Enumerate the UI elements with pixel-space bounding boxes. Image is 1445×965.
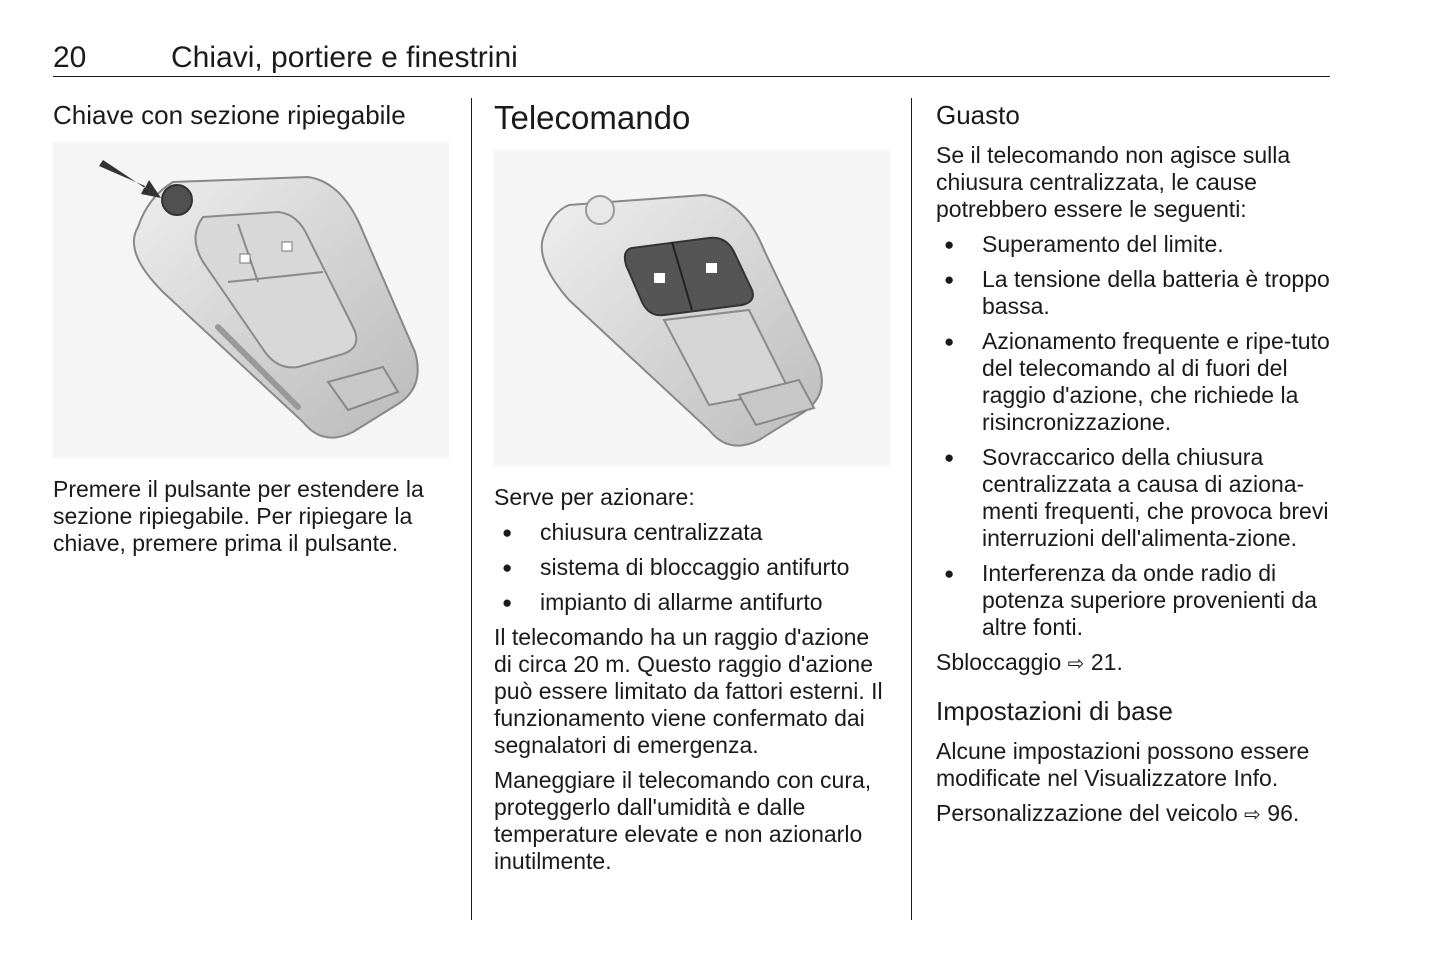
list-item: ● La tensione della batteria è troppo bassa. — [936, 266, 1332, 320]
remote-functions-list — [494, 519, 892, 616]
folding-key-instructions: Premere il pulsante per estendere la sezione ripiegabile. Per ripiegare la chiave, premere prima il pulsante. — [53, 476, 424, 556]
fault-intro: Se il telecomando non agisce sulla chiusura centralizzata, le cause potrebbero essere le seguenti: — [936, 142, 1291, 222]
folding-key-illustration — [53, 142, 449, 458]
remote-range-paragraph: Il telecomando ha un raggio d'azione di circa 20 m. Questo raggio d'azione può essere limitato da fattori esterni. Il funzionamento viene confermato dai segnalatori di emergenza. — [494, 624, 883, 758]
remote-care-paragraph: Maneggiare il telecomando con cura, proteggerlo dall'umidità e dalle temperature elevate e non azionarlo inutilmente. — [494, 767, 872, 874]
remote-control-illustration — [494, 150, 890, 466]
reference-page: 21. — [1090, 649, 1123, 675]
reference-label: Sbloccaggio — [936, 649, 1062, 675]
remote-intro: Serve per azionare: — [494, 484, 695, 510]
list-item: ● impianto di allarme antifurto — [494, 589, 892, 616]
column-divider-1 — [471, 98, 472, 920]
reference-page: 96. — [1267, 800, 1300, 826]
section-heading-fault: Guasto — [936, 100, 1020, 130]
list-item: ● Interferenza da onde radio di potenza superiore provenienti da altre fonti. — [936, 560, 1332, 641]
vehicle-personalization-reference[interactable] — [936, 800, 1332, 829]
section-heading-basic-settings: Impostazioni di base — [936, 696, 1174, 726]
list-item: ● Azionamento frequente e ripe-tuto del telecomando al di fuori del raggio d'azione, che richiede la risincronizzazione. — [936, 328, 1332, 436]
section-heading-folding-key: Chiave con sezione ripiegabile — [53, 100, 406, 130]
list-item: ● Sovraccarico della chiusura centralizzata a causa di aziona-menti frequenti, che provoca brevi interruzioni dell'alimenta-zione. — [936, 444, 1332, 552]
list-item: ● chiusura centralizzata — [494, 519, 892, 546]
basic-settings-paragraph: Alcune impostazioni possono essere modificate nel Visualizzatore Info. — [936, 738, 1310, 791]
section-heading-remote-control: Telecomando — [494, 99, 691, 136]
reference-label: Personalizzazione del veicolo — [936, 800, 1238, 826]
chapter-title: Chiavi, portiere e finestrini — [171, 41, 518, 74]
arrow-right-icon: ⇨ — [1244, 804, 1261, 826]
page-number: 20 — [53, 41, 87, 74]
list-item: ● Superamento del limite. — [936, 231, 1332, 258]
unlocking-reference[interactable] — [936, 649, 1332, 678]
column-fault — [936, 98, 1332, 837]
column-folding-key — [53, 98, 449, 565]
column-remote-control — [494, 98, 892, 883]
arrow-right-icon: ⇨ — [1067, 653, 1085, 675]
page-header — [53, 40, 1330, 77]
fault-causes-list — [936, 231, 1332, 641]
list-item: ● sistema di bloccaggio antifurto — [494, 554, 892, 581]
column-divider-2 — [911, 98, 912, 920]
